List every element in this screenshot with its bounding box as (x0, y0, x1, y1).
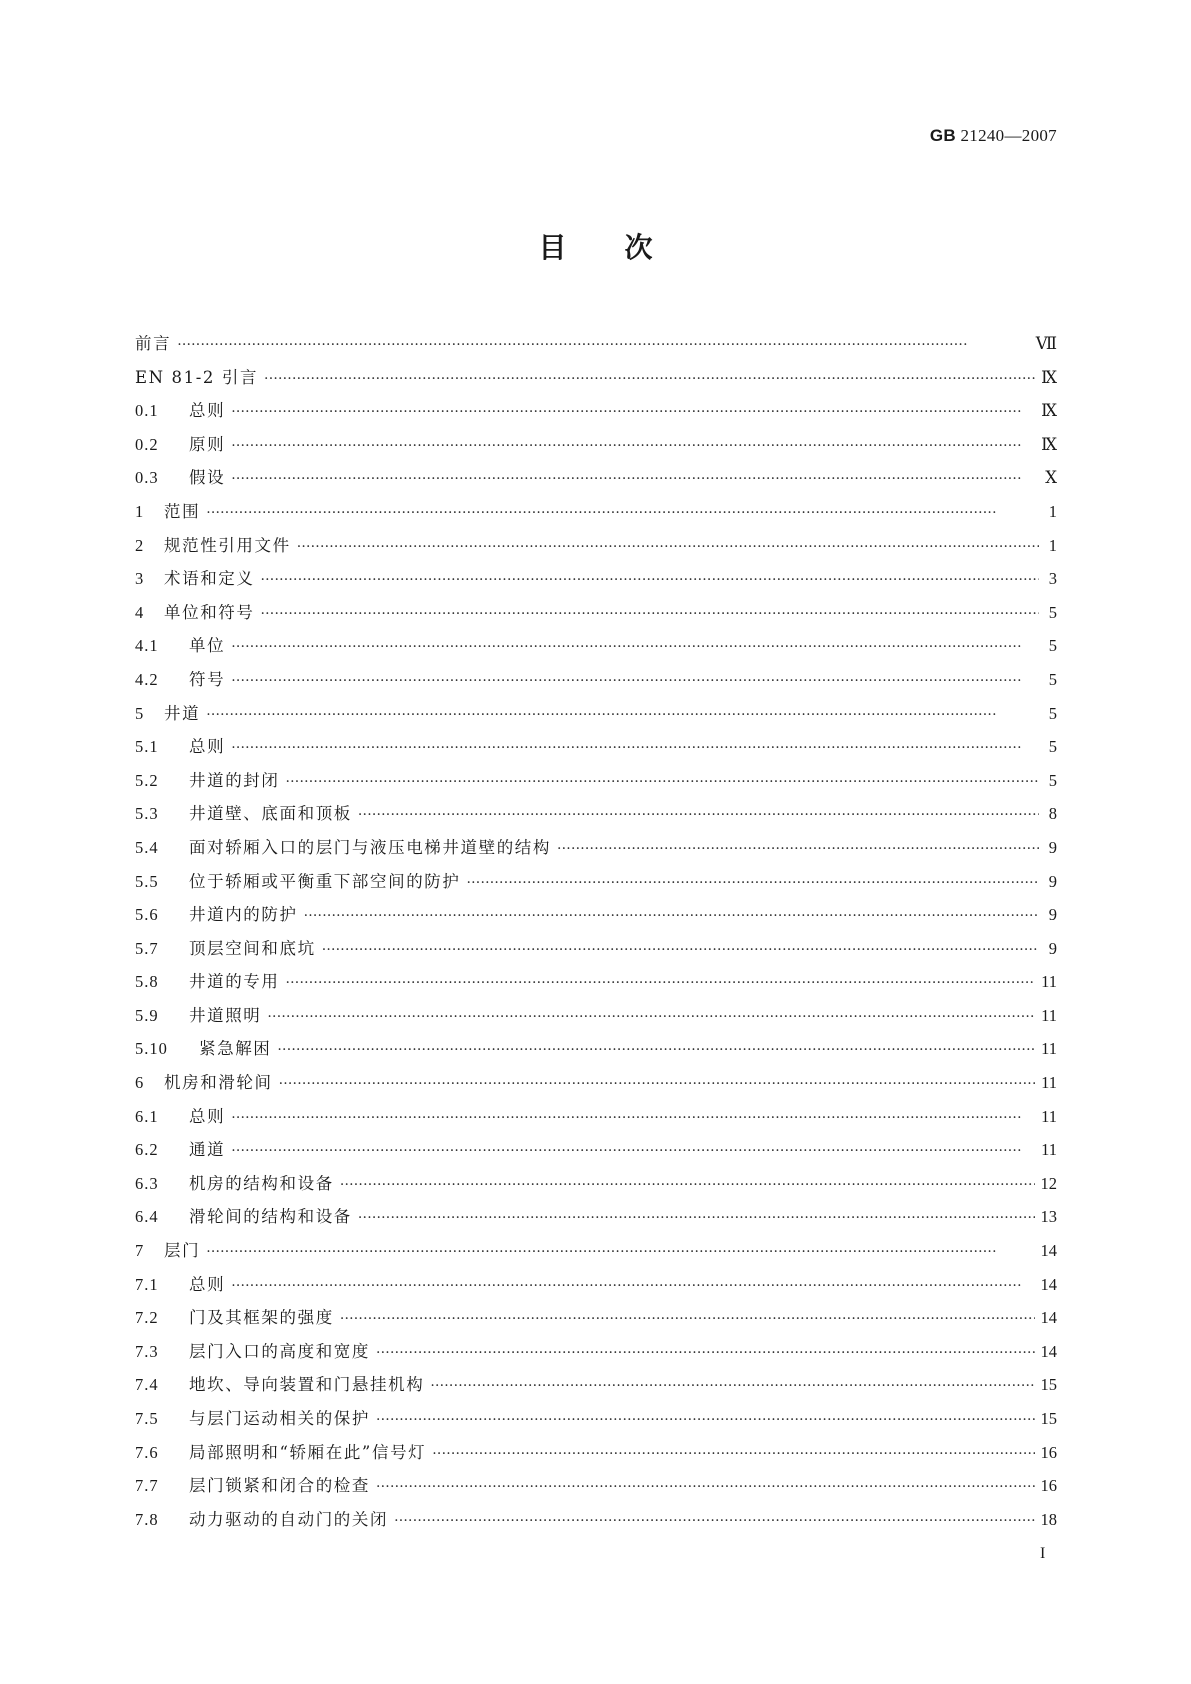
toc-entry-number: 6 (135, 1073, 145, 1093)
toc-entry-title: 面对轿厢入口的层门与液压电梯井道壁的结构 (189, 837, 551, 857)
toc-entry-page: Ⅸ (1041, 367, 1057, 387)
toc-leader-dots (304, 908, 1039, 924)
toc-leader-dots (206, 707, 1039, 723)
toc-leader-dots (432, 1446, 1034, 1462)
toc-leader-dots (286, 774, 1040, 790)
toc-entry-title: 井道内的防护 (189, 905, 298, 925)
toc-entry-title: 总则 (189, 1274, 226, 1294)
toc-entry-page: Ⅹ (1045, 468, 1057, 488)
toc-entry-title: 原则 (189, 434, 226, 454)
toc-entry[interactable] (135, 1203, 1057, 1237)
toc-entry[interactable] (135, 1035, 1057, 1069)
toc-entry[interactable] (135, 968, 1057, 1002)
toc-entry[interactable] (135, 431, 1057, 465)
toc-entry-number: 5.9 (135, 1005, 159, 1025)
toc-entry-number: 6.3 (135, 1173, 159, 1193)
table-of-contents (135, 330, 1057, 1539)
toc-leader-dots (177, 337, 1030, 353)
toc-entry-page: 14 (1040, 1308, 1057, 1328)
toc-entry-page: 9 (1048, 837, 1057, 857)
toc-entry-page: 11 (1041, 1140, 1057, 1160)
toc-entry-number: 7.4 (135, 1375, 159, 1395)
toc-entry[interactable] (135, 330, 1057, 364)
toc-entry-page: Ⅶ (1035, 334, 1057, 353)
toc-entry-title: 单位 (189, 636, 226, 656)
toc-leader-dots (231, 639, 1039, 655)
toc-entry-number: 7.7 (135, 1476, 159, 1496)
toc-entry-title: 规范性引用文件 (164, 535, 291, 555)
toc-entry-number: 7.6 (135, 1442, 159, 1462)
toc-entry-number: 0.3 (135, 468, 159, 488)
toc-entry-title: 局部照明和“轿厢在此”信号灯 (189, 1442, 427, 1462)
toc-entry[interactable] (135, 733, 1057, 767)
toc-entry[interactable] (135, 1271, 1057, 1305)
toc-leader-dots (279, 1076, 1036, 1092)
toc-entry-page: 5 (1048, 669, 1057, 689)
toc-entry-number: 4.1 (135, 636, 159, 656)
toc-entry-title: 井道的封闭 (189, 770, 280, 790)
toc-entry-title: 位于轿厢或平衡重下部空间的防护 (189, 871, 461, 891)
toc-entry-title: 与层门运动相关的保护 (189, 1409, 370, 1428)
toc-entry[interactable] (135, 700, 1057, 734)
toc-leader-dots (376, 1412, 1035, 1428)
toc-entry-title: 井道照明 (189, 1005, 262, 1025)
toc-entry-number: 5 (135, 703, 145, 723)
toc-entry-title: 通道 (189, 1140, 226, 1160)
toc-entry-number: 5.3 (135, 804, 159, 824)
toc-leader-dots (231, 673, 1039, 689)
toc-entry-number: 6.1 (135, 1106, 159, 1126)
toc-entry-number: 3 (135, 569, 145, 589)
toc-entry-page: 8 (1048, 804, 1057, 824)
toc-entry-page: 12 (1040, 1173, 1057, 1193)
toc-leader-dots (231, 471, 1039, 487)
toc-entry[interactable] (135, 498, 1057, 532)
toc-entry[interactable] (135, 834, 1057, 868)
toc-entry-title: 门及其框架的强度 (189, 1308, 334, 1328)
toc-entry-title: 井道的专用 (189, 972, 280, 992)
toc-entry-page: 11 (1041, 1005, 1057, 1025)
toc-leader-dots (206, 505, 1039, 521)
toc-entry-number: 1 (135, 501, 145, 521)
toc-leader-dots (277, 1042, 1035, 1058)
toc-entry-title: 符号 (189, 669, 226, 689)
toc-entry-title: 紧急解困 (199, 1039, 272, 1059)
toc-entry-page: Ⅸ (1041, 401, 1057, 421)
toc-entry-title: 滑轮间的结构和设备 (189, 1207, 352, 1227)
toc-entry-number: 7.3 (135, 1341, 159, 1361)
toc-leader-dots (358, 1210, 1035, 1226)
toc-entry-page: 16 (1040, 1476, 1057, 1496)
toc-entry-number: 5.7 (135, 938, 159, 958)
toc-entry-page: 9 (1048, 938, 1057, 958)
toc-entry-title: 术语和定义 (164, 569, 255, 589)
toc-leader-dots (286, 975, 1036, 991)
toc-entry-title: 假设 (189, 468, 226, 488)
standard-code-prefix: GB (929, 126, 956, 145)
toc-entry-page: 16 (1040, 1442, 1057, 1462)
toc-entry[interactable] (135, 632, 1057, 666)
toc-entry-number: 5.4 (135, 837, 159, 857)
toc-leader-dots (231, 740, 1039, 756)
toc-entry-page: 18 (1040, 1509, 1057, 1529)
toc-entry-page: 14 (1040, 1241, 1057, 1261)
toc-entry[interactable] (135, 1069, 1057, 1103)
toc-entry-title: 层门锁紧和闭合的检查 (189, 1476, 370, 1496)
toc-entry[interactable] (135, 1136, 1057, 1170)
toc-entry[interactable] (135, 868, 1057, 902)
toc-leader-dots (231, 1143, 1035, 1159)
toc-leader-dots (231, 404, 1035, 420)
toc-entry[interactable] (135, 532, 1057, 566)
toc-entry[interactable] (135, 1237, 1057, 1271)
toc-leader-dots (394, 1513, 1034, 1529)
toc-leader-dots (231, 438, 1035, 454)
page-title: 目次 (538, 231, 711, 264)
toc-entry-title: 机房和滑轮间 (164, 1073, 273, 1093)
toc-entry-number: 7.2 (135, 1308, 159, 1328)
toc-entry-number: 6.2 (135, 1140, 159, 1160)
toc-leader-dots (261, 572, 1040, 588)
toc-leader-dots (231, 1110, 1035, 1126)
toc-entry-title: EN 81-2 引言 (135, 367, 259, 387)
toc-entry-number: 0.2 (135, 434, 159, 454)
toc-leader-dots (267, 1009, 1035, 1025)
toc-entry[interactable] (135, 1472, 1057, 1506)
toc-entry-title: 范围 (164, 501, 201, 521)
toc-entry[interactable] (135, 565, 1057, 599)
toc-leader-dots (430, 1378, 1034, 1394)
toc-leader-dots (340, 1177, 1035, 1193)
toc-entry[interactable] (135, 1304, 1057, 1338)
toc-entry-page: 11 (1041, 1106, 1057, 1126)
toc-leader-dots (297, 539, 1039, 555)
toc-entry-page: 5 (1048, 636, 1057, 656)
toc-entry-number: 7.1 (135, 1274, 159, 1294)
toc-entry-page: 14 (1040, 1341, 1057, 1361)
toc-entry-page: 11 (1041, 1039, 1057, 1059)
toc-entry-page: 5 (1048, 770, 1057, 790)
toc-entry-title: 前言 (135, 334, 172, 353)
toc-entry-title: 层门 (164, 1241, 201, 1261)
toc-entry-number: 4 (135, 602, 145, 622)
toc-entry-title: 机房的结构和设备 (189, 1173, 334, 1193)
toc-entry-page: 11 (1041, 1073, 1057, 1093)
toc-entry[interactable] (135, 1439, 1057, 1473)
toc-entry-page: 5 (1048, 737, 1057, 757)
toc-entry-title: 总则 (189, 737, 226, 757)
toc-entry-title: 顶层空间和底坑 (189, 938, 316, 958)
toc-entry-title: 总则 (189, 1106, 226, 1126)
toc-leader-dots (206, 1244, 1034, 1260)
toc-entry-page: 15 (1040, 1375, 1057, 1395)
toc-entry[interactable] (135, 364, 1057, 398)
toc-leader-dots (322, 942, 1039, 958)
toc-entry[interactable] (135, 1338, 1057, 1372)
toc-entry-page: 13 (1040, 1207, 1057, 1227)
toc-entry-page: 15 (1040, 1409, 1057, 1428)
toc-entry[interactable] (135, 800, 1057, 834)
toc-entry-page: 5 (1048, 703, 1057, 723)
toc-entry-page: 3 (1048, 569, 1057, 589)
toc-entry-page: 11 (1041, 972, 1057, 992)
toc-entry-number: 5.1 (135, 737, 159, 757)
toc-entry[interactable] (135, 901, 1057, 935)
toc-leader-dots (467, 875, 1040, 891)
page-number: I (1040, 1545, 1046, 1562)
toc-entry-number: 5.8 (135, 972, 159, 992)
toc-entry-page: 5 (1048, 602, 1057, 622)
toc-entry[interactable] (135, 464, 1057, 498)
toc-entry-page: Ⅸ (1041, 434, 1057, 454)
toc-entry-title: 单位和符号 (164, 602, 255, 622)
standard-code (930, 126, 1057, 146)
toc-leader-dots (231, 1278, 1034, 1294)
toc-entry[interactable] (135, 1405, 1057, 1439)
toc-entry-number: 5.6 (135, 905, 159, 925)
toc-entry[interactable] (135, 767, 1057, 801)
toc-entry[interactable] (135, 666, 1057, 700)
toc-leader-dots (340, 1311, 1035, 1327)
toc-entry-page: 14 (1040, 1274, 1057, 1294)
toc-entry-number: 4.2 (135, 669, 159, 689)
toc-leader-dots (358, 807, 1039, 823)
toc-entry-title: 井道 (164, 703, 201, 723)
toc-entry-page: 9 (1048, 871, 1057, 891)
toc-leader-dots (261, 606, 1040, 622)
toc-entry-title: 层门入口的高度和宽度 (189, 1341, 370, 1361)
toc-entry[interactable] (135, 1371, 1057, 1405)
toc-entry[interactable] (135, 1002, 1057, 1036)
toc-entry-number: 5.10 (135, 1039, 168, 1059)
toc-entry[interactable] (135, 599, 1057, 633)
toc-leader-dots (376, 1345, 1035, 1361)
toc-entry[interactable] (135, 1506, 1057, 1540)
toc-leader-dots (264, 371, 1035, 387)
toc-leader-dots (376, 1479, 1035, 1495)
toc-entry-number: 2 (135, 535, 145, 555)
toc-entry-title: 地坎、导向装置和门悬挂机构 (189, 1375, 425, 1395)
toc-entry-number: 7 (135, 1241, 145, 1261)
toc-entry-title: 动力驱动的自动门的关闭 (189, 1509, 389, 1529)
toc-entry[interactable] (135, 1170, 1057, 1204)
toc-entry-page: 1 (1048, 535, 1057, 555)
toc-leader-dots (557, 841, 1039, 857)
toc-entry-number: 7.8 (135, 1509, 159, 1529)
toc-entry[interactable] (135, 1103, 1057, 1137)
toc-entry[interactable] (135, 397, 1057, 431)
toc-entry-title: 总则 (189, 401, 226, 421)
toc-entry-number: 0.1 (135, 401, 159, 421)
standard-code-number: 21240—2007 (955, 126, 1057, 145)
toc-entry-title: 井道壁、底面和顶板 (189, 804, 352, 824)
toc-entry-number: 7.5 (135, 1409, 159, 1428)
toc-entry-number: 5.2 (135, 770, 159, 790)
toc-entry[interactable] (135, 935, 1057, 969)
toc-entry-number: 5.5 (135, 871, 159, 891)
toc-entry-page: 9 (1048, 905, 1057, 925)
toc-entry-page: 1 (1048, 501, 1057, 521)
toc-entry-number: 6.4 (135, 1207, 159, 1227)
